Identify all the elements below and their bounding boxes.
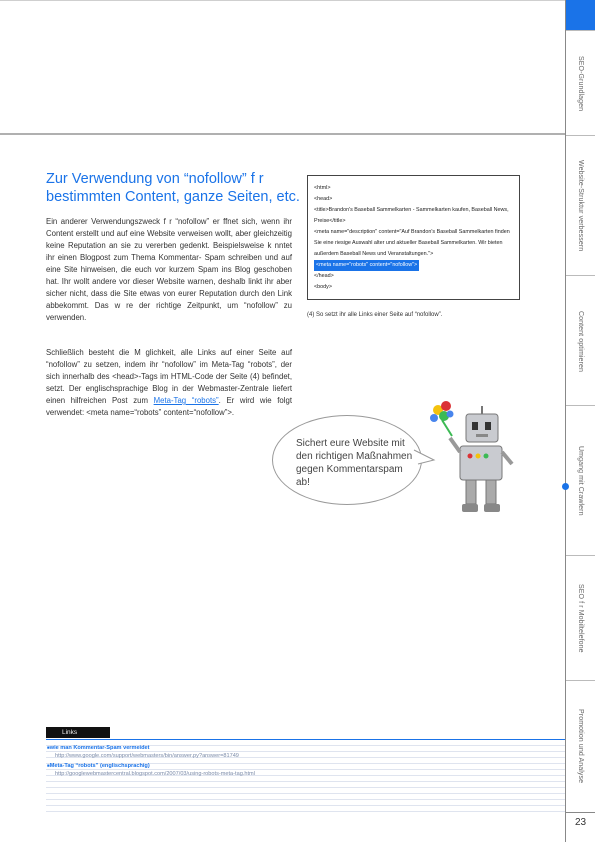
code-line-highlighted: <meta name="robots" content="nofollow"> — [314, 260, 419, 271]
flower-bouquet-icon — [430, 401, 454, 436]
paragraph-1: Ein anderer Verwendungszweck f r “nofollow” er ffnet sich, wenn ihr Content erstellt und auf eine Website verweisen wollt, aber gleichzeitig keine Reputation an sie zu vererben gedenkt. Beispielsweise k nntet ihr einen Blogpost zum Thema Kommentar- Spam schreiben und auf eine Site hinweisen, die euch vor kurzem Spam ins Blog geschoben hat. Ihr wollt andere vor dieser Website warnen, deshalb linkt ihr aber sicher nicht, dass die Site etwas von eurer Reputation durch den Link abbekommt. Das w re der richtige Zeitpunkt, um “nofollow” zu verwenden. — [46, 217, 292, 322]
code-line: <head> — [314, 196, 333, 202]
link-title[interactable]: ■ wie man Kommentar-Spam vermeidet — [47, 744, 239, 752]
article-title: Zur Verwendung von “nofollow” f r bestimmten Content, ganze Seiten, etc. — [46, 171, 300, 205]
page-number: 23 — [566, 812, 595, 828]
code-example-box — [307, 175, 520, 300]
sidebar-color-tab — [566, 0, 595, 30]
link-item — [47, 762, 255, 778]
sidebar-item-umgang-mit-crawlern[interactable]: Umgang mit Crawlern — [566, 405, 595, 556]
link-item — [47, 744, 239, 760]
robot-mascot-icon — [428, 400, 518, 520]
code-line: <html> — [314, 185, 331, 191]
paragraph-2-text: Schließlich besteht die M glichkeit, alle Links auf einer Seite auf “nofollow” zu setzen, indem ihr “nofollow” im Meta-Tag “robots”, der sich innerhalb des <head>-Tags im HTML-Code der Seite (4) befindet, setzt. Der englischsprachige Blog in der Webmaster-Zentrale liefert einen hilfreichen Post zum — [46, 348, 292, 405]
sidebar-item-website-struktur[interactable]: Website-Struktur verbessern — [566, 135, 595, 276]
code-caption: (4) So setzt ihr alle Links einer Seite auf “nofollow”. — [307, 312, 443, 318]
sidebar-item-seo-mobiltelefone[interactable]: SEO f r Mobiltelefone — [566, 555, 595, 681]
paragraph-2 — [46, 347, 292, 419]
link-url[interactable]: http://www.google.com/support/webmasters/bin/answer.py?answer=81749 — [55, 753, 239, 759]
sidebar-item-promotion-analyse[interactable]: Promotion und Analyse — [566, 680, 595, 811]
code-line: <title>Brandon's Baseball Sammelkarten - Sammelkarten kaufen, Baseball News, Preise</title> — [314, 207, 509, 224]
code-line: <meta name="description" content="Auf Brandon's Baseball Sammelkarten finden Sie eine riesige Auswahl alter und aktueller Baseball Sammelkarten. Wir bieten außerdem Baseball News und Veranstaltungen."> — [314, 229, 510, 257]
speech-bubble-text: Sichert eure Website mit den richtigen Maßnahmen gegen Kommentarspam ab! — [296, 438, 413, 488]
paragraph-2-text-end: . Er wird wie folgt verwendet: <meta name=“robots” content=“nofollow”>. — [46, 396, 292, 417]
sidebar-item-seo-grundlagen[interactable]: SEO-Grundlagen — [566, 30, 595, 136]
sidebar-item-content-optimieren[interactable]: Content optimieren — [566, 275, 595, 406]
links-section-label: Links — [46, 727, 110, 738]
link-title[interactable]: ■ Meta-Tag “robots” (englischsprachig) — [47, 762, 255, 770]
link-url[interactable]: http://googlewebmastercentral.blogspot.com/2007/03/using-robots-meta-tag.html — [55, 771, 255, 777]
meta-tag-robots-link[interactable]: Meta-Tag “robots” — [153, 396, 219, 405]
top-rule — [0, 0, 565, 1]
code-line: <body> — [314, 284, 332, 290]
section-divider — [0, 133, 565, 135]
active-section-indicator — [562, 483, 569, 490]
code-line: </head> — [314, 273, 334, 279]
